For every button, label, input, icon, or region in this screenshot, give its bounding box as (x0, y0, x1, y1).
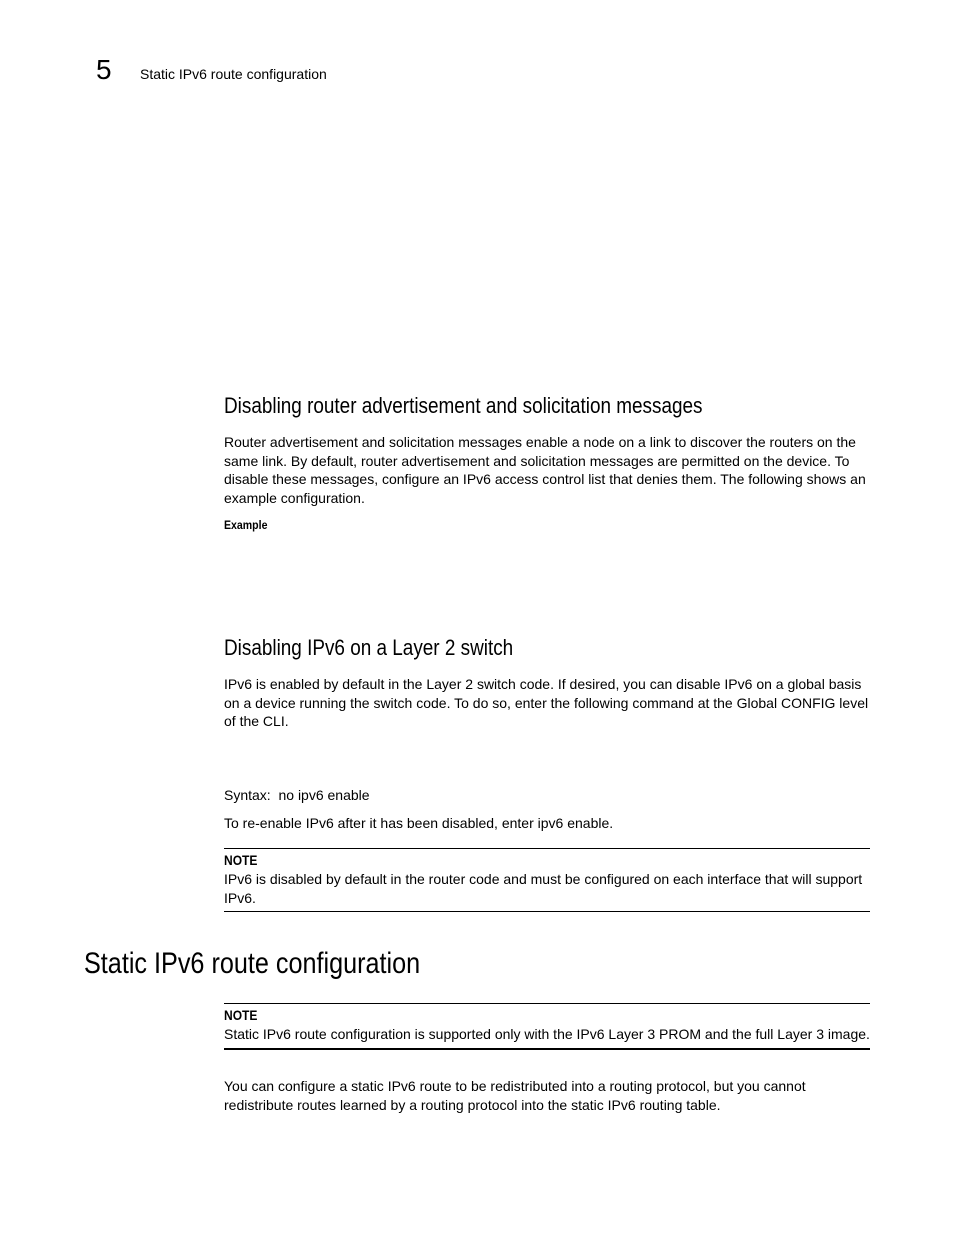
syntax-command: no ipv6 enable (278, 787, 370, 803)
paragraph-disabling-ipv6: IPv6 is enabled by default in the Layer 2 switch code. If desired, you can disable IPv6 on a global basis on a device running the switch code. To do so, enter the following command at the Global CONFIG level of the CLI. (224, 676, 869, 730)
note-text: IPv6 is disabled by default in the router code and must be configured on each interface that will support IPv6. (224, 871, 863, 906)
note-text: Static IPv6 route configuration is supported only with the IPv6 Layer 3 PROM and the full Layer 3 image. (224, 1026, 870, 1042)
paragraph-router-advertisement: Router advertisement and solicitation messages enable a node on a link to discover the routers on the same link. By default, router advertisement and solicitation messages are permitted on the device. To disable these messages, configure an IPv6 access control list that denies them. The following shows an example configuration. (224, 434, 866, 506)
reenable-text: To re-enable IPv6 after it has been disabled, enter (224, 815, 538, 831)
example-label: Example (224, 518, 268, 532)
chapter-number: 5 (96, 54, 112, 85)
syntax-label: Syntax: (224, 787, 271, 803)
paragraph-static-route: You can configure a static IPv6 route to be redistributed into a routing protocol, but you cannot redistribute routes learned by a routing protocol into the static IPv6 routing table. (224, 1078, 806, 1113)
heading-disabling-ipv6-layer2: Disabling IPv6 on a Layer 2 switch (224, 635, 514, 660)
paragraph-reenable-ipv6 (224, 814, 874, 833)
heading-static-ipv6-route: Static IPv6 route configuration (84, 947, 421, 980)
note-box-ipv6-disabled (224, 848, 870, 912)
heading-disabling-router-advertisement: Disabling router advertisement and solicitation messages (224, 393, 703, 418)
syntax-line (224, 786, 370, 804)
note-box-static-route (224, 1003, 870, 1050)
reenable-suffix: . (609, 815, 614, 831)
note-title: NOTE (224, 1007, 258, 1023)
note-title: NOTE (224, 852, 258, 868)
running-header-title: Static IPv6 route configuration (140, 66, 327, 82)
reenable-command: ipv6 enable (537, 815, 610, 831)
